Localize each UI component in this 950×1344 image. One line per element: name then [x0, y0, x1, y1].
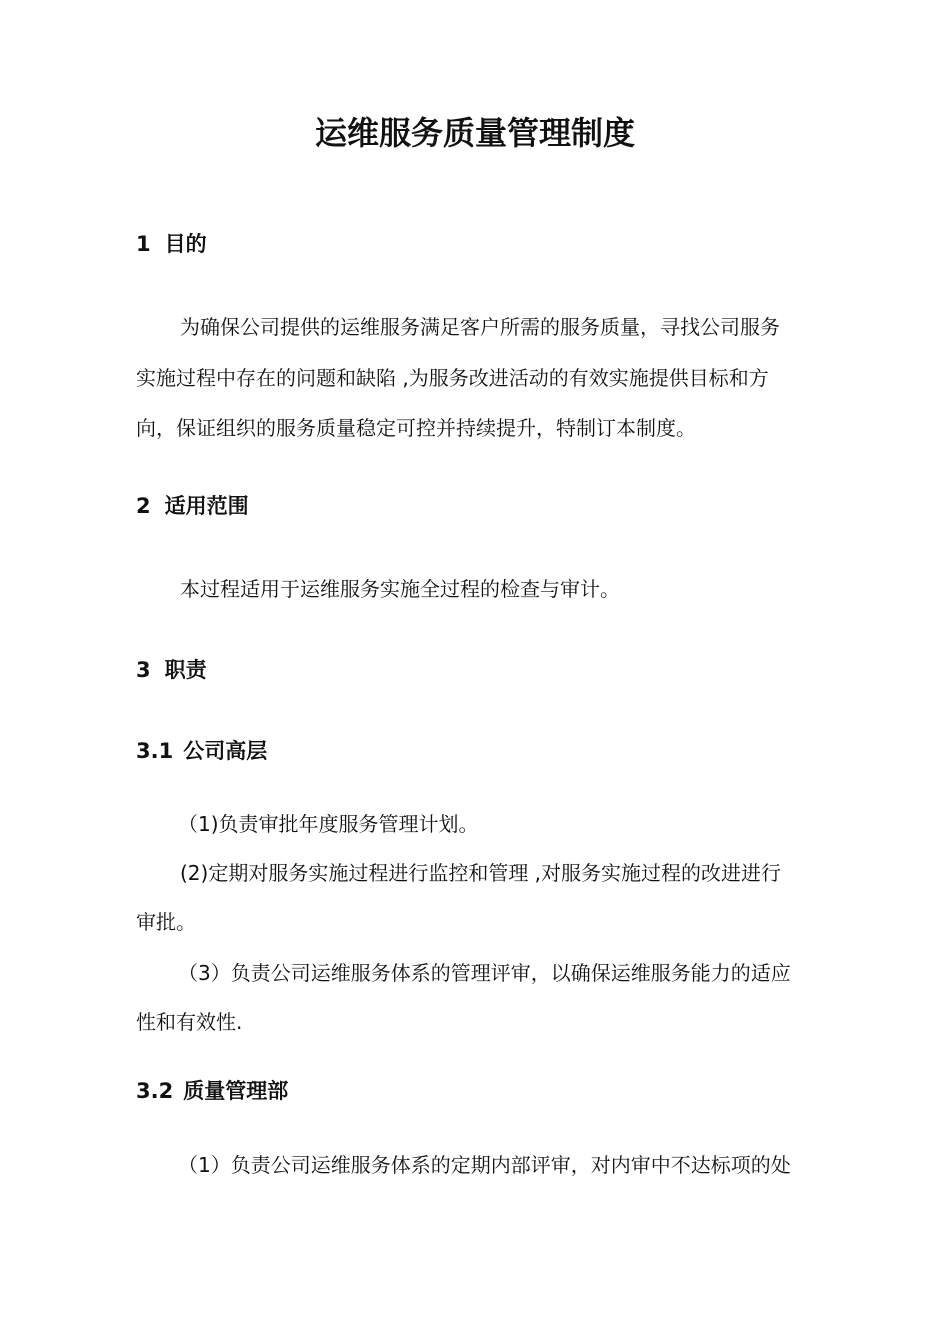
section-1-heading — [136, 228, 207, 260]
list-item: (2)定期对服务实施过程进行监控和管理 ,对服务实施过程的改进进行 — [180, 861, 782, 885]
section-number: 2 — [136, 494, 151, 518]
section-title: 职责 — [164, 658, 207, 682]
paragraph-line: 实施过程中存在的问题和缺陷 ,为服务改进活动的有效实施提供目标和方 — [136, 366, 769, 390]
section-number: 1 — [136, 232, 151, 256]
section-title: 公司高层 — [183, 739, 268, 763]
list-item: （1）负责公司运维服务体系的定期内部评审，对内审中不达标项的处 — [178, 1153, 791, 1177]
section-3-2-heading — [136, 1075, 288, 1107]
paragraph-line: 本过程适用于运维服务实施全过程的检查与审计。 — [180, 577, 620, 601]
document-title: 运维服务质量管理制度 — [314, 114, 635, 152]
section-title: 适用范围 — [164, 494, 249, 518]
section-number: 3.1 — [136, 739, 174, 763]
section-title: 目的 — [164, 232, 207, 256]
paragraph-line: 向，保证组织的服务质量稳定可控并持续提升，特制订本制度。 — [136, 416, 696, 440]
section-3-heading — [136, 654, 207, 686]
section-number: 3 — [136, 658, 151, 682]
paragraph-line: 为确保公司提供的运维服务满足客户所需的服务质量，寻找公司服务 — [180, 315, 780, 339]
list-item: （3）负责公司运维服务体系的管理评审，以确保运维服务能力的适应 — [178, 961, 791, 985]
list-item: 审批。 — [136, 910, 196, 934]
list-item: 性和有效性. — [136, 1010, 243, 1034]
list-item: （1)负责审批年度服务管理计划。 — [178, 812, 479, 836]
section-number: 3.2 — [136, 1079, 174, 1103]
section-3-1-heading — [136, 735, 267, 767]
section-2-heading — [136, 490, 249, 522]
section-title: 质量管理部 — [183, 1079, 289, 1103]
